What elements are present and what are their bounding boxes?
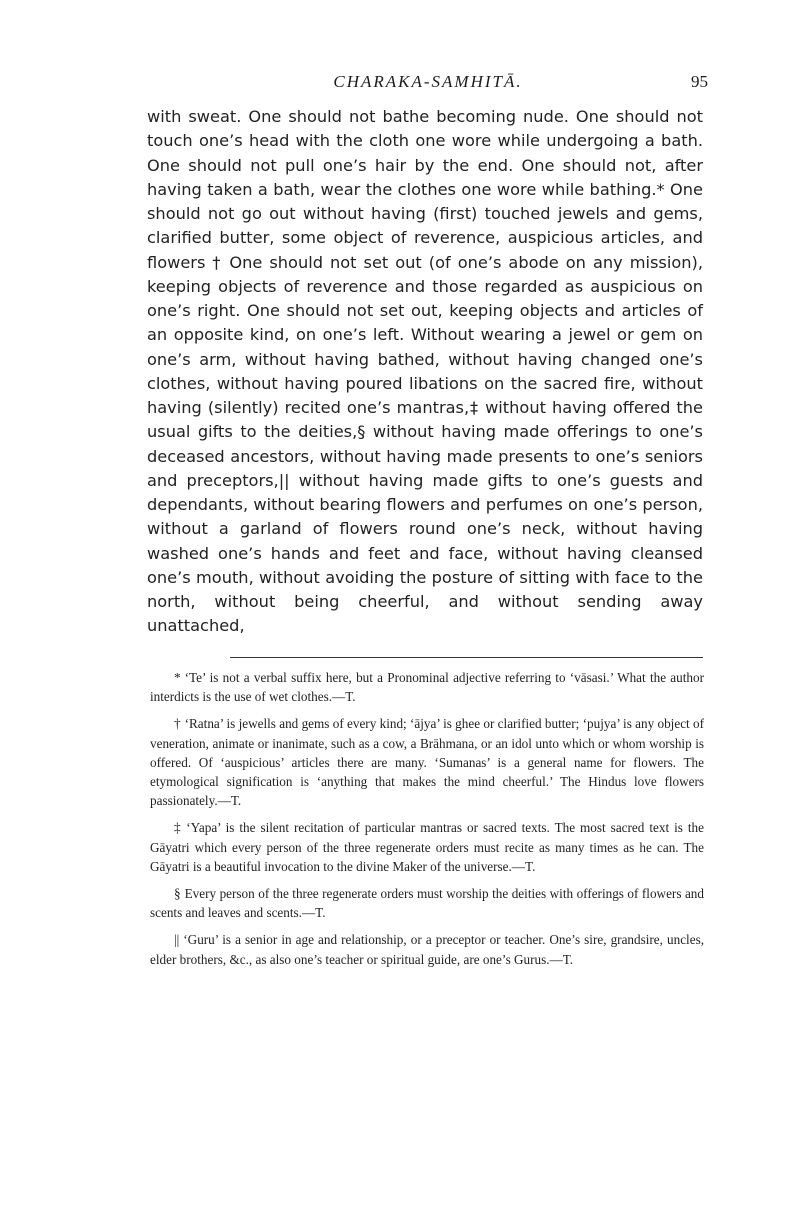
main-text [147, 105, 703, 639]
running-title: CHARAKA-SAMHITĀ. [333, 72, 523, 91]
footnote-divider [230, 657, 703, 658]
footnote [150, 884, 704, 922]
footnote-mark: * [174, 670, 181, 685]
footnote [150, 714, 704, 810]
body-paragraph: with sweat. One should not bathe becoming nude. One should not touch one’s head with the cloth one wore while undergoing a bath. One should not pull one’s hair by the end. One should not, after having taken a bath, wear the clothes one wore while bathing.* One should not go out without having (first) touched jewels and gems, clarified butter, some object of reverence, auspicious articles, and flowers † One should not set out (of one’s abode on any mission), keeping objects of reverence and those regarded as auspicious on one’s right. One should not set out, keeping objects and articles of an opposite kind, on one’s left. Without wearing a jewel or gem on one’s arm, without having bathed, without having changed one’s clothes, without having poured libations on the sacred fire, without having (silently) recited one’s mantras,‡ without having offered the usual gifts to the deities,§ without having made offerings to one’s deceased ancestors, without having made presents to one’s seniors and preceptors,|| without having made gifts to one’s guests and dependants, without bearing flowers and perfumes on one’s person, without a garland of flowers round one’s neck, without having washed one’s hands and feet and face, without having cleansed one’s mouth, without avoiding the posture of sitting with face to the north, without being cheerful, and without sending away unattached, [147, 107, 703, 636]
footnote-text: ‘Guru’ is a senior in age and relationship, or a preceptor or teacher. One’s sire, grandsire, uncles, elder brothers, &c., as also one’s teacher or spiritual guide, are one’s Gurus.—T. [150, 932, 704, 967]
footnote-mark: § [174, 886, 181, 902]
page-header [148, 72, 708, 96]
footnote-text: ‘Te’ is not a verbal suffix here, but a Pronominal adjective referring to ‘vāsasi.’ What the author interdicts is the use of wet clothes.—T. [150, 670, 704, 705]
footnote [150, 668, 704, 706]
footnote [150, 930, 704, 968]
footnote-text: ‘Yapa’ is the silent recitation of particular mantras or sacred texts. The most sacred text is the Gāyatri which every person of the three regenerate orders must recite as many times as he can. The Gāyatri is a beautiful invocation to the divine Maker of the universe.—T. [150, 820, 704, 874]
footnotes [150, 668, 704, 977]
footnote-mark: † [174, 716, 181, 732]
footnote-mark: || [174, 932, 180, 948]
page-number: 95 [691, 72, 708, 91]
footnote-mark: ‡ [174, 820, 183, 836]
footnote-text: Every person of the three regenerate orders must worship the deities with offerings of flowers and scents and leaves and scents.—T. [150, 886, 704, 921]
footnote [150, 818, 704, 876]
footnote-text: ‘Ratna’ is jewells and gems of every kind; ‘ājya’ is ghee or clarified butter; ‘pujya’ is any object of veneration, animate or inanimate, such as a cow, a Brāhmana, or an idol unto which or whom worship is offered. Of ‘auspicious’ articles there are many. ‘Sumanas’ is a general name for flowers. The etymological signification is ‘anything that makes the mind cheerful.’ The Hindus love flowers passionately.—T. [150, 716, 704, 809]
